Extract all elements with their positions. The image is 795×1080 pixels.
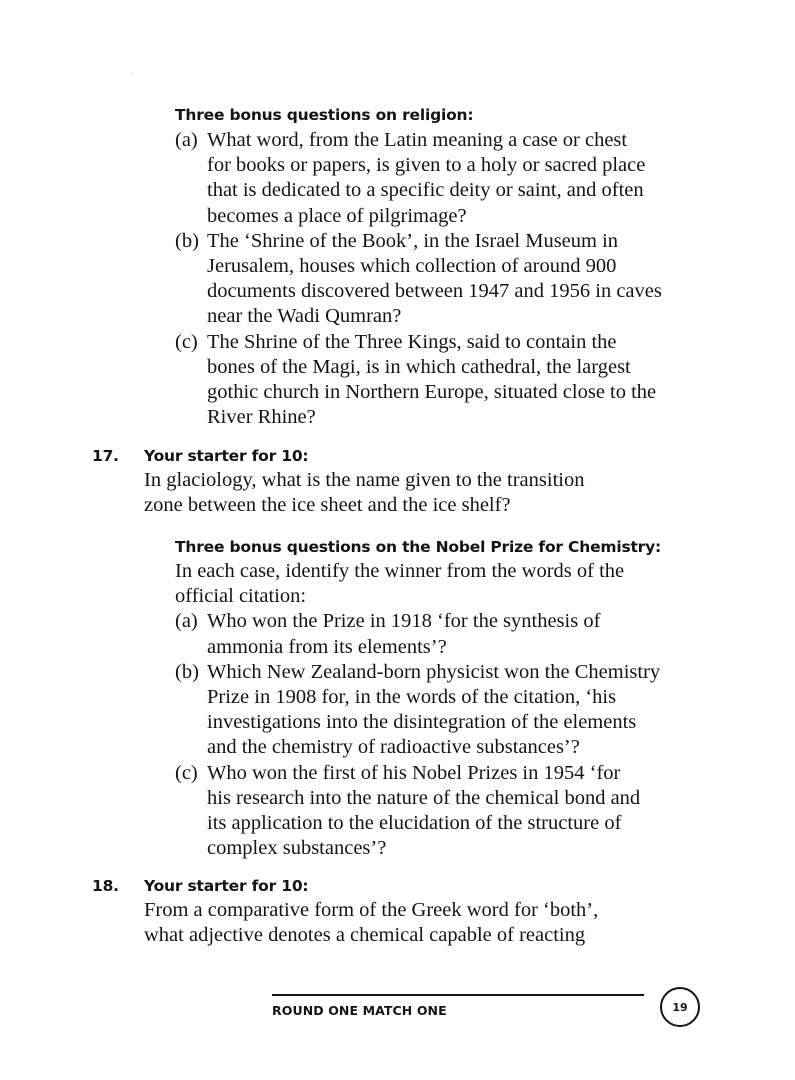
item-label: (c) (175, 330, 198, 353)
item-line: for books or papers, is given to a holy or sacred place (207, 154, 646, 177)
speck (131, 73, 132, 74)
item-line: Prize in 1908 for, in the words of the citation, ‘his (207, 686, 617, 709)
bonus-item-b (175, 229, 662, 330)
page-number: 19 (672, 1000, 688, 1014)
item-line: complex substances’? (207, 837, 387, 860)
bonus-item-a (175, 128, 662, 229)
question-number: 18. (92, 877, 119, 895)
page-number-badge (660, 987, 700, 1027)
item-line: What word, from the Latin meaning a case or chest (207, 129, 628, 151)
starter-heading: Your starter for 10: (144, 447, 309, 465)
starter-heading: Your starter for 10: (144, 877, 309, 895)
running-head: ROUND ONE MATCH ONE (272, 1003, 447, 1018)
item-line: The ‘Shrine of the Book’, in the Israel Museum in (207, 229, 619, 252)
item-label: (a) (175, 610, 198, 633)
item-label: (c) (175, 761, 198, 784)
bonus-intro-line: official citation: (175, 585, 307, 608)
item-label: (b) (175, 660, 199, 683)
item-line: near the Wadi Qumran? (207, 305, 402, 328)
item-line: Who won the first of his Nobel Prizes in 1954 ‘for (207, 761, 621, 784)
item-line: gothic church in Northern Europe, situated close to the (207, 381, 657, 404)
footer-rule (272, 994, 644, 996)
item-line: ammonia from its elements’? (207, 635, 447, 658)
bonus-list (175, 128, 662, 430)
bonus-item-a (175, 609, 661, 659)
item-line: The Shrine of the Three Kings, said to contain the (207, 330, 617, 353)
bonus-intro-line: In each case, identify the winner from the words of the (175, 560, 625, 582)
item-line: documents discovered between 1947 and 1956 in caves (207, 280, 662, 303)
item-line: Jerusalem, houses which collection of around 900 (207, 255, 617, 278)
item-line: Who won the Prize in 1918 ‘for the synthesis of (207, 610, 601, 633)
item-line: River Rhine? (207, 406, 316, 429)
item-label: (b) (175, 229, 199, 252)
bonus-nobel-chemistry (175, 535, 661, 861)
bonus-religion (175, 103, 662, 430)
bonus-heading: Three bonus questions on religion: (175, 106, 474, 124)
item-line: and the chemistry of radioactive substances’? (207, 736, 580, 759)
bonus-item-c (175, 761, 661, 862)
question-17 (144, 444, 584, 518)
bonus-item-c (175, 330, 662, 431)
question-line: From a comparative form of the Greek word for ‘both’, (144, 899, 599, 921)
bonus-item-b (175, 660, 661, 761)
item-line: its application to the elucidation of the structure of (207, 812, 622, 835)
item-line: his research into the nature of the chemical bond and (207, 786, 641, 809)
item-line: investigations into the disintegration of the elements (207, 711, 637, 734)
bonus-heading: Three bonus questions on the Nobel Prize for Chemistry: (175, 538, 662, 556)
item-line: becomes a place of pilgrimage? (207, 204, 467, 227)
item-line: bones of the Magi, is in which cathedral, the largest (207, 355, 631, 378)
question-line: what adjective denotes a chemical capable of reacting (144, 924, 586, 947)
item-line: Which New Zealand-born physicist won the Chemistry (207, 660, 661, 683)
question-number: 17. (92, 447, 119, 465)
question-18 (144, 874, 598, 948)
item-label: (a) (175, 129, 198, 151)
question-line: In glaciology, what is the name given to the transition (144, 469, 585, 491)
question-line: zone between the ice sheet and the ice shelf? (144, 494, 511, 517)
item-line: that is dedicated to a specific deity or saint, and often (207, 179, 644, 202)
